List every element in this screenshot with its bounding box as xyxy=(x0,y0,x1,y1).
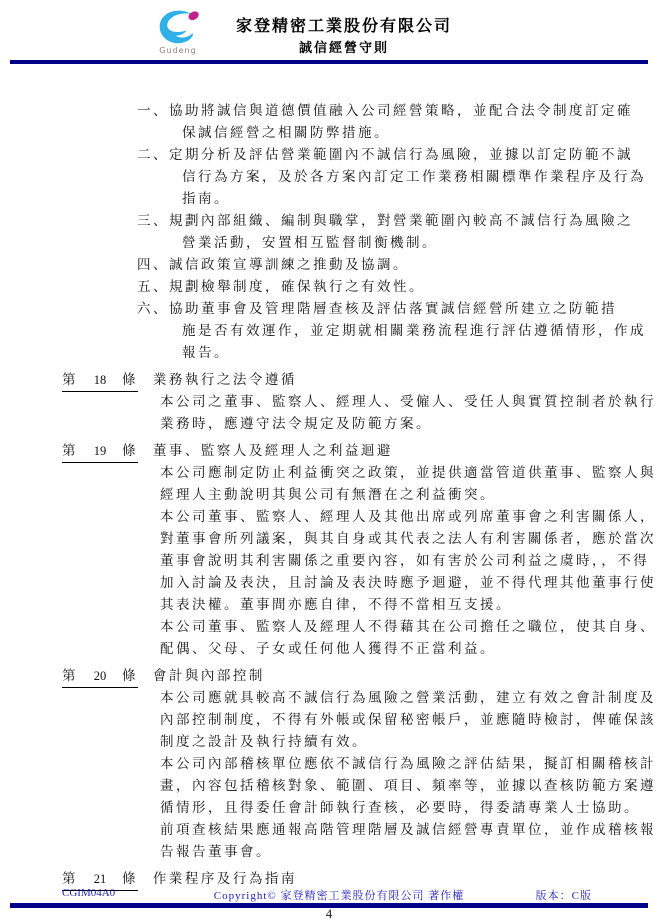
header-divider xyxy=(10,60,648,64)
paragraph-line: 本公司內部稽核單位應依不誠信行為風險之評估結果，擬訂相關稽核計 xyxy=(160,756,656,771)
list-item-line xyxy=(137,144,658,166)
paragraph-line: 循情形，且得委任會計師執行查核，必要時，得委請專業人士協助。 xyxy=(160,800,640,815)
article-prefix: 第 xyxy=(62,871,78,886)
list-item-text: 誠信政策宣導訓練之推動及協調。 xyxy=(169,257,409,272)
list-item-number: 四、 xyxy=(137,257,169,272)
article-prefix: 第 xyxy=(62,372,78,387)
list-item-number: 一、 xyxy=(137,103,169,118)
numbered-list xyxy=(0,100,658,364)
paragraph-line: 經理人主動說明其與公司有無潛在之利益衝突。 xyxy=(160,487,496,502)
article-number: 18 xyxy=(93,373,107,387)
list-item-line: 信行為方案，及於各方案內訂定工作業務相關標準作業程序及行為 xyxy=(182,169,646,184)
list-item-line xyxy=(137,210,658,232)
paragraph-line: 制度之設計及執行持續有效。 xyxy=(160,734,368,749)
paragraph-line: 告報告董事會。 xyxy=(160,844,272,859)
list-item-text: 規劃檢舉制度，確保執行之有效性。 xyxy=(169,279,425,294)
article-number: 21 xyxy=(93,872,107,886)
paragraph-line: 本公司董事、監察人及經理人不得藉其在公司擔任之職位，使其自身、 xyxy=(160,619,656,634)
list-item-line xyxy=(137,100,658,122)
article-prefix: 第 xyxy=(62,668,78,683)
list-item-number: 二、 xyxy=(137,147,169,162)
article-number-label xyxy=(62,440,138,463)
article-prefix: 第 xyxy=(62,443,78,458)
article-20 xyxy=(0,665,658,863)
copyright-text: Copyright© 家登精密工業股份有限公司 著作權 xyxy=(213,890,465,902)
paragraph-line: 本公司之董事、監察人、經理人、受僱人、受任人與實質控制者於執行 xyxy=(160,394,656,409)
paragraph-line: 內部控制制度，不得有外帳或保留秘密帳戶，並應隨時檢討，俾確保該 xyxy=(160,712,656,727)
list-item-line xyxy=(137,276,658,298)
article-title: 會計與內部控制 xyxy=(152,668,265,683)
document-body xyxy=(0,100,658,890)
document-title: 誠信經營守則 xyxy=(298,40,389,55)
list-item-line: 報告。 xyxy=(182,345,230,360)
article-heading xyxy=(62,440,658,462)
list-item-line xyxy=(137,254,658,276)
list-item-line: 保誠信經營之相關防弊措施。 xyxy=(182,125,390,140)
paragraph-line: 畫，內容包括稽核對象、範圍、項目、頻率等，並據以查核防範方案遵 xyxy=(160,778,656,793)
article-title: 作業程序及行為指南 xyxy=(152,871,297,886)
document-code: CGIM04A0 xyxy=(62,887,116,899)
gudeng-logo-text: Gudeng xyxy=(159,46,197,55)
paragraph-line: 業務時，應遵守法令規定及防範方案。 xyxy=(160,416,432,431)
paragraph-line: 其表決權。董事間亦應自律，不得不當相互支援。 xyxy=(160,597,512,612)
paragraph-line: 前項查核結果應通報高階管理階層及誠信經營專責單位，並作成稽核報 xyxy=(160,822,656,837)
article-number-label xyxy=(62,369,138,392)
paragraph-line: 加入討論及表決，且討論及表決時應予迴避，並不得代理其他董事行使 xyxy=(160,575,656,590)
article-suffix: 條 xyxy=(122,871,138,886)
article-heading xyxy=(62,369,658,391)
article-title: 業務執行之法令遵循 xyxy=(152,372,297,387)
article-number-label xyxy=(62,665,138,688)
paragraph-line: 本公司應就具較高不誠信行為風險之營業活動，建立有效之會計制度及 xyxy=(160,690,656,705)
list-item-number: 五、 xyxy=(137,279,169,294)
page-number: 4 xyxy=(325,907,333,921)
article-number: 19 xyxy=(93,444,107,458)
list-item-text: 規劃內部組織、編制與職掌，對營業範圍內較高不誠信行為風險之 xyxy=(169,213,633,228)
company-name: 家登精密工業股份有限公司 xyxy=(235,18,452,35)
article-suffix: 條 xyxy=(122,443,138,458)
article-suffix: 條 xyxy=(122,372,138,387)
list-item-text: 協助董事會及管理階層查核及評估落實誠信經營所建立之防範措 xyxy=(169,301,617,316)
article-heading xyxy=(62,665,658,687)
paragraph-line: 配偶、父母、子女或任何他人獲得不正當利益。 xyxy=(160,641,496,656)
paragraph-line: 對董事會所列議案，與其自身或其代表之法人有利害關係者，應於當次 xyxy=(160,531,656,546)
article-19 xyxy=(0,440,658,660)
list-item-text: 定期分析及評估營業範圍內不誠信行為風險，並據以訂定防範不誠 xyxy=(169,147,633,162)
list-item-number: 六、 xyxy=(137,301,169,316)
list-item-number: 三、 xyxy=(137,213,169,228)
article-18 xyxy=(0,369,658,435)
article-number: 20 xyxy=(93,669,107,683)
version-label: 版本：C版 xyxy=(535,890,592,902)
paragraph-line: 本公司應制定防止利益衝突之政策，並提供適當管道供董事、監察人與 xyxy=(160,465,656,480)
article-suffix: 條 xyxy=(122,668,138,683)
list-item-text: 協助將誠信與道德價值融入公司經營策略，並配合法令制度訂定確 xyxy=(169,103,633,118)
article-title: 董事、監察人及經理人之利益迴避 xyxy=(152,443,393,458)
paragraph-line: 董事會說明其利害關係之重要內容，如有害於公司利益之虞時，，不得 xyxy=(160,553,650,568)
list-item-line xyxy=(137,298,658,320)
list-item-line: 指南。 xyxy=(182,191,230,206)
list-item-line: 施是否有效運作，並定期就相關業務流程進行評估遵循情形，作成 xyxy=(182,323,646,338)
paragraph-line: 本公司董事、監察人、經理人及其他出席或列席董事會之利害關係人， xyxy=(160,509,656,524)
list-item-line: 營業活動，安置相互監督制衡機制。 xyxy=(182,235,438,250)
footer-row xyxy=(0,887,658,903)
